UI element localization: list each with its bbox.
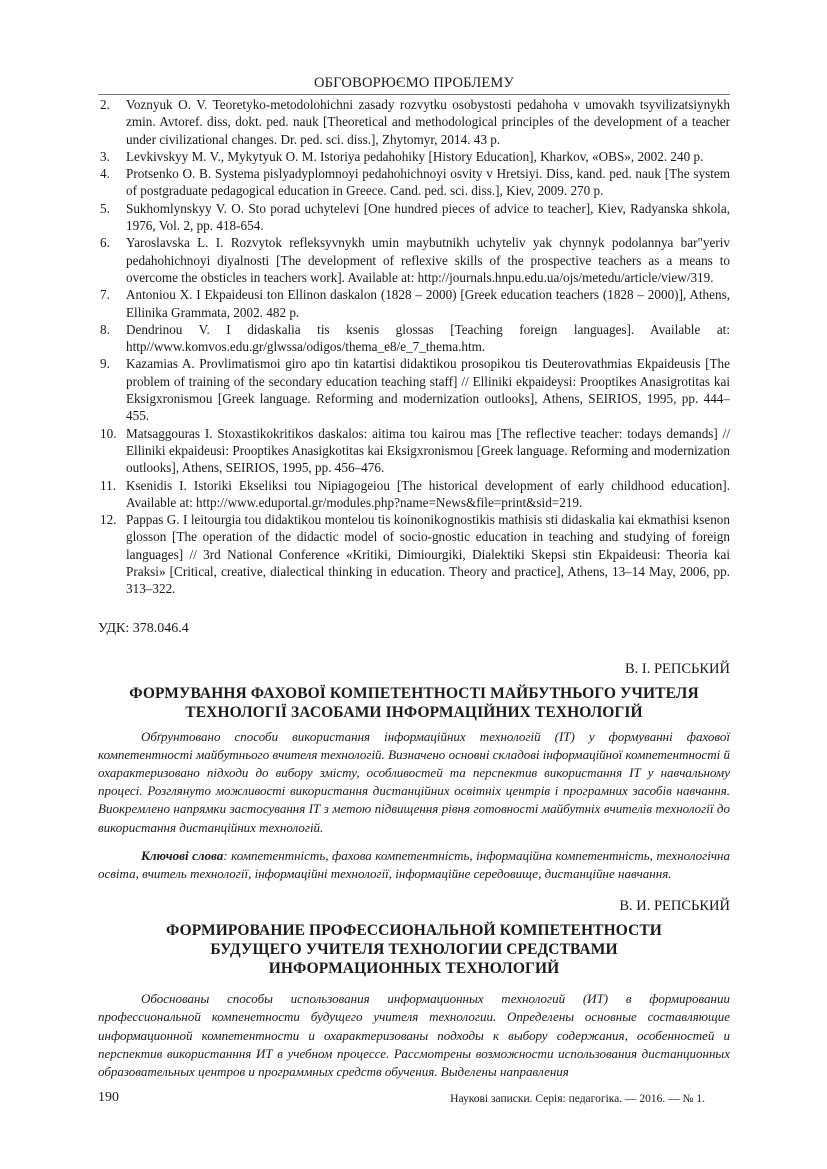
- reference-item: [98, 148, 730, 165]
- reference-text: Yaroslavska L. I. Rozvytok refleksyvnykh umin maybutnikh uchyteliv yak chynnyk podolannya bar"yeriv pedahohichnoyi diyalnosti [The development of reflexive skills of the prospective teachers as a means to overcome the obsticles in teachers work]. Available at: http://journals.hnpu.edu.ua/ojs/metedu/article/view/319.: [126, 235, 730, 285]
- abstract-ua: Обґрунтовано способи використання інформаційних технологій (ІТ) у формуванні фахової компетентності майбутнього вчителя технологій. Визначено основні складові інформаційної компетентності й охарактеризовано підходи до вибору змісту, особливостей та перспектив використання ІТ у навчальному процесі. Розглянуто можливості використання дистанційних освітніх центрів і програмних засобів навчання. Виокремлено напрямки застосування ІТ з метою підвищення рівня готовності майбутніх вчителів технології до використання дистанційних технологій.: [98, 728, 730, 835]
- abstract-ru: Обоснованы способы использования информационных технологий (ИТ) в формировании профессиональной компенетности будущего учителя технологии. Определены основные составляющие информационной компетентности и охарактеризованы подходы к выбору содержания, особенностей и перспектив використанння ИТ в учебном процессе. Рассмотрены возможности использования дистанционных образовательных центров и программных средств обучения. Выделены направления: [98, 991, 730, 1080]
- reference-number: 4.: [100, 166, 110, 182]
- reference-text: Antoniou X. I Ekpaideusi ton Ellinon daskalon (1828 – 2000) [Greek education teachers (1828 – 2000)], Athens, Ellinika Grammata, 2002. 482 p.: [126, 287, 730, 320]
- reference-number: 6.: [100, 235, 110, 251]
- reference-text: Sukhomlynskyy V. O. Sto porad uchytelevi [One hundred pieces of advice to teacher], Kiev, Radyanska shkola, 1976, Vol. 2, pp. 418-654.: [126, 200, 730, 234]
- reference-text: Pappas G. I leitourgia tou didaktikou montelou tis koinonikognostikis mathisis sti didaskalia kai ekmathisi ksenon glosson [The operation of the didactic model of socio-gnostic education in teaching and studying of foreign languages] // 3rd National Conference «Kritiki, Dimiourgiki, Dialektiki Skepsi stin Ekpaideusi: Theoria kai Praksi» [Critical, creative, dialectical thinking in education. Theory and practice], Athens, 13–14 May, 2006, pp. 313–322.: [126, 512, 730, 597]
- reference-text: Matsaggouras I. Stoxastikokritikos daskalos: aitima tou kairou mas [The reflective teacher: todays demands] // Elliniki ekpaideusi: Prooptikes Anasigkotitas kai Eksigxronismou [Greek language. Reforming and modernization outlooks], Athens, SEIRIOS, 1995, pp. 456–476.: [126, 425, 730, 476]
- title-line: ФОРМУВАННЯ ФАХОВОЇ КОМПЕТЕНТНОСТІ МАЙБУТНЬОГО УЧИТЕЛЯ: [129, 684, 699, 702]
- reference-number: 10.: [100, 425, 117, 441]
- journal-footer: Наукові записки. Серія: педагогіка. — 2016. — № 1.: [450, 1093, 705, 1105]
- reference-number: 11.: [100, 477, 116, 493]
- reference-item: [98, 200, 730, 235]
- page-footer: [98, 1087, 730, 1107]
- reference-number: 7.: [100, 287, 110, 303]
- reference-item: [98, 511, 730, 597]
- reference-text: Protsenko O. B. Systema pislyadyplomnoyi pedahohichnoyi osvity v Hretsiyi. Diss, kand. ped. nauk [The system of postgraduate pedagogical education in Greece. Cand. ped. sci. diss.], Kiev, 2009. 270 p.: [126, 166, 730, 199]
- running-head: ОБГОВОРЮЄМО ПРОБЛЕМУ: [314, 75, 514, 91]
- keywords-text: : компетентність, фахова компетентність, інформаційна компетентність, технологічна освіта, вчитель технології, інформаційні технології, інформаційне середовище, дистанційне навчання.: [98, 847, 730, 882]
- reference-number: 5.: [100, 200, 110, 216]
- title-line: ИНФОРМАЦИОННЫХ ТЕХНОЛОГИЙ: [268, 960, 560, 978]
- reference-number: 3.: [100, 148, 110, 164]
- reference-number: 9.: [100, 356, 110, 372]
- reference-item: [98, 321, 730, 356]
- page: [98, 0, 730, 1169]
- author-ua: В. І. РЕПСЬКИЙ: [624, 660, 730, 677]
- reference-text: Levkivskyy M. V., Mykytyuk O. M. Istoriya pedahohiky [History Education], Kharkov, «OBS», 2002. 240 p.: [126, 148, 704, 164]
- reference-text: Dendrinou V. I didaskalia tis ksenis glossas [Teaching foreign languages]. Available at: http//www.komvos.edu.gr/glwssa/odigos/thema_e8/e_7_thema.htm.: [126, 321, 730, 355]
- reference-item: [98, 286, 730, 321]
- keywords-label: Ключові слова: [141, 847, 224, 863]
- page-number: 190: [98, 1090, 119, 1105]
- author-ru: В. И. РЕПСЬКИЙ: [619, 898, 730, 915]
- article-title-ua: [98, 684, 730, 722]
- reference-item: [98, 425, 730, 477]
- title-line: БУДУЩЕГО УЧИТЕЛЯ ТЕХНОЛОГИИ СРЕДСТВАМИ: [210, 941, 618, 959]
- reference-text: Voznyuk O. V. Teoretyko-metodolohichni zasady rozvytku osobystosti pedahoha v umovakh tsyvilizatsiynykh zmin. Avtoref. diss, dokt. ped. nauk [Theoretical and methodological principles of the development of a teacher under civilizational changes. Dr. ped. sci. diss.], Zhytomyr, 2014. 43 p.: [126, 97, 730, 147]
- reference-number: 2.: [100, 97, 110, 112]
- reference-text: Ksenidis I. Istoriki Ekseliksi tou Nipiagogeiou [The historical development of early childhood education]. Available at: http://www.eduportal.gr/modules.php?name=News&file=print&sid=219.: [126, 477, 730, 510]
- header-rule: [98, 94, 730, 95]
- reference-text: Kazamias A. Provlimatismoi giro apo tin katartisi didaktikou prosopikou tis Deuterovathmias Ekpaideusis [The problem of training of the secondary education teaching staff] // Elliniki ekpaideysi: Prooptikes Anasigrotitas kai Eksigxronismou [Greek language. Reforming and modernization outlooks], Athens, SEIRIOS, 1995, pp. 444–455.: [126, 356, 730, 424]
- title-line: ТЕХНОЛОГІЇ ЗАСОБАМИ ІНФОРМАЦІЙНИХ ТЕХНОЛОГІЙ: [185, 703, 643, 721]
- reference-item: [98, 165, 730, 200]
- reference-list: [98, 96, 730, 598]
- keywords-ua: [98, 847, 730, 883]
- udk-code: УДК: 378.046.4: [98, 620, 189, 636]
- reference-number: 8.: [100, 321, 110, 337]
- reference-item: [98, 477, 730, 512]
- article-title-ru: [98, 921, 730, 978]
- reference-item: [98, 355, 730, 424]
- reference-item: [98, 234, 730, 286]
- page-content: [98, 74, 730, 1081]
- title-line: ФОРМИРОВАНИЕ ПРОФЕССИОНАЛЬНОЙ КОМПЕТЕНТНОСТИ: [166, 922, 662, 940]
- reference-item: [98, 96, 730, 148]
- reference-number: 12.: [100, 512, 117, 528]
